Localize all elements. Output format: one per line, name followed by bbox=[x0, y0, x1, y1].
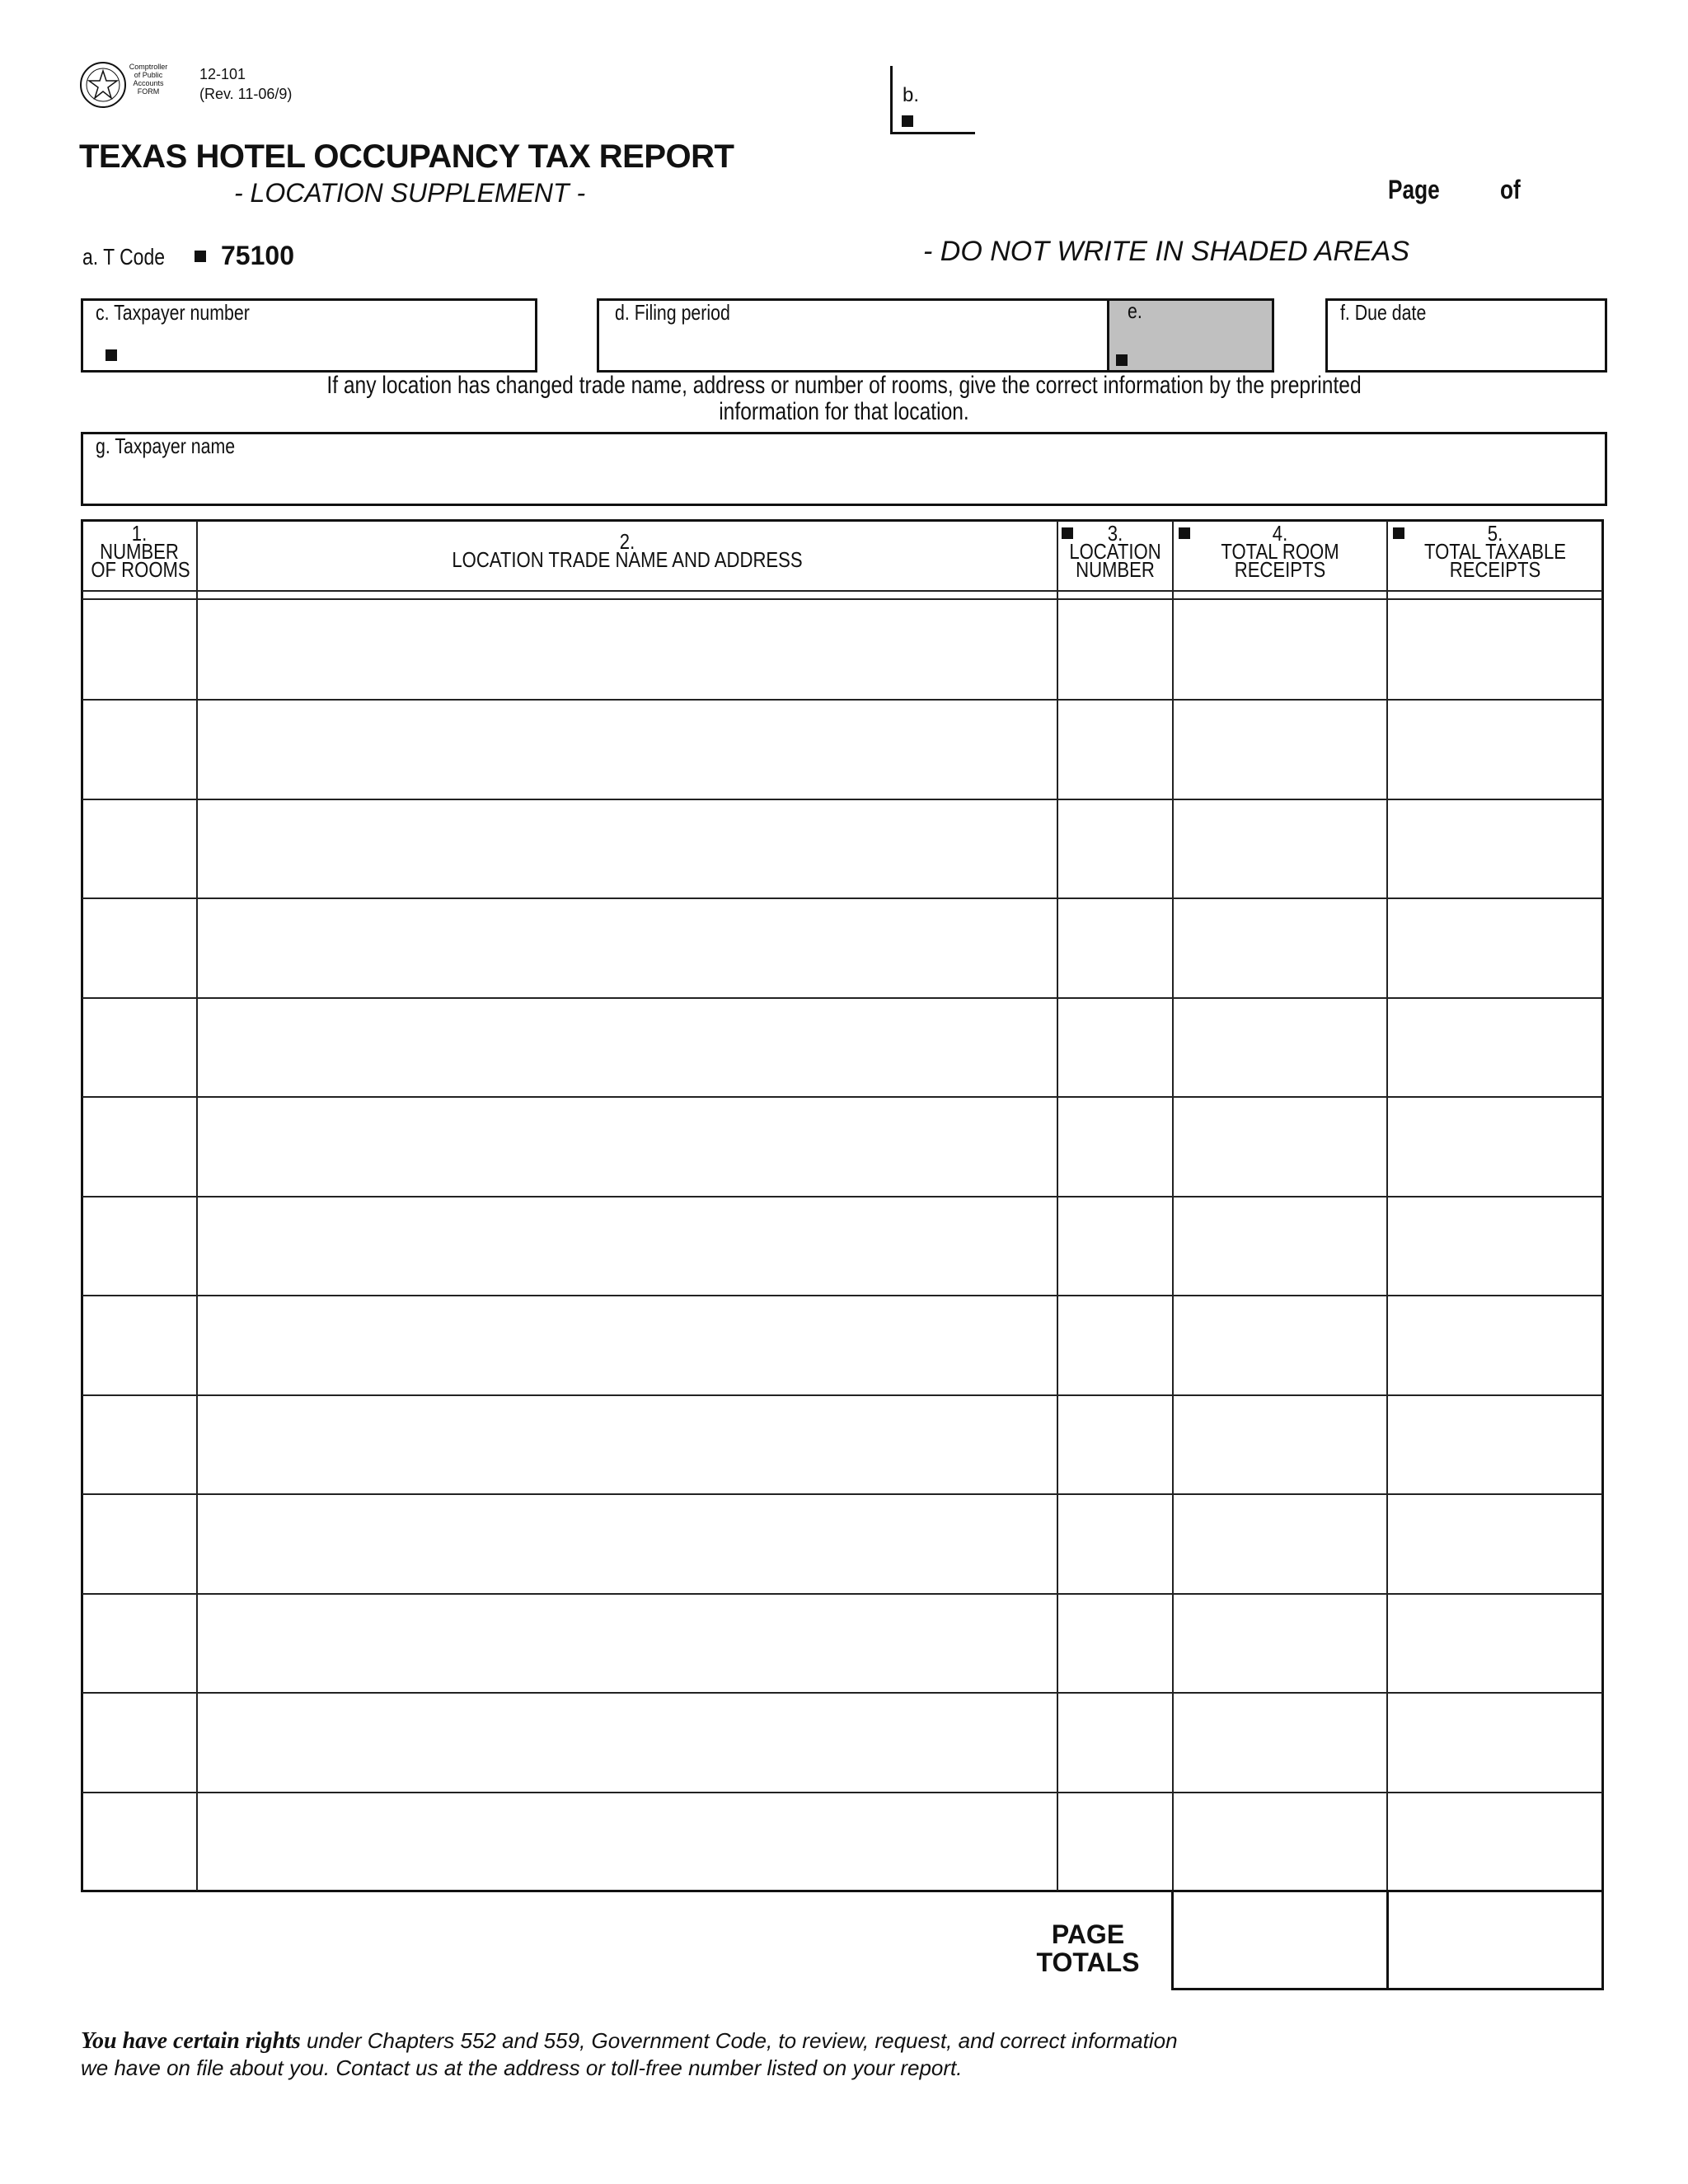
location-name-cell[interactable] bbox=[198, 1595, 1057, 1690]
taxable-receipts-cell[interactable] bbox=[1388, 1098, 1602, 1193]
taxable-receipts-cell[interactable] bbox=[1388, 701, 1602, 796]
taxpayer-number-label: c. Taxpayer number bbox=[96, 300, 250, 325]
room-receipts-cell[interactable] bbox=[1174, 899, 1386, 995]
taxable-receipts-cell[interactable] bbox=[1388, 602, 1602, 697]
rooms-cell[interactable] bbox=[82, 1793, 196, 1889]
instruction-text: If any location has changed trade name, address or number of rooms, give the correct information by the preprinted information for that location. bbox=[326, 372, 1362, 425]
room-receipts-cell[interactable] bbox=[1174, 1694, 1386, 1789]
page-total-taxable-receipts[interactable] bbox=[1386, 1890, 1604, 1990]
page-label: Page bbox=[1388, 175, 1440, 204]
rooms-cell[interactable] bbox=[82, 602, 196, 697]
location-number-cell[interactable] bbox=[1058, 1396, 1172, 1492]
location-number-cell[interactable] bbox=[1058, 999, 1172, 1094]
location-name-cell[interactable] bbox=[198, 899, 1057, 995]
header-divider-double bbox=[82, 598, 1602, 600]
location-name-cell[interactable] bbox=[198, 1694, 1057, 1789]
location-name-cell[interactable] bbox=[198, 1396, 1057, 1492]
location-name-cell[interactable] bbox=[198, 1296, 1057, 1392]
location-number-cell[interactable] bbox=[1058, 1098, 1172, 1193]
taxable-receipts-cell[interactable] bbox=[1388, 800, 1602, 896]
page-total-room-receipts[interactable] bbox=[1171, 1890, 1389, 1990]
location-number-cell[interactable] bbox=[1058, 800, 1172, 896]
field-b-label: b. bbox=[903, 84, 920, 106]
taxable-receipts-cell[interactable] bbox=[1388, 999, 1602, 1094]
taxable-receipts-cell[interactable] bbox=[1388, 1396, 1602, 1492]
taxpayer-name-label: g. Taxpayer name bbox=[96, 434, 236, 458]
location-number-cell[interactable] bbox=[1058, 1793, 1172, 1889]
location-number-cell[interactable] bbox=[1058, 1595, 1172, 1690]
room-receipts-cell[interactable] bbox=[1174, 1793, 1386, 1889]
location-name-cell[interactable] bbox=[198, 800, 1057, 896]
rooms-cell[interactable] bbox=[82, 1098, 196, 1193]
room-receipts-cell[interactable] bbox=[1174, 1098, 1386, 1193]
comptroller-seal bbox=[79, 61, 127, 109]
location-name-cell[interactable] bbox=[198, 602, 1057, 697]
location-number-cell[interactable] bbox=[1058, 1495, 1172, 1591]
page-totals-label: PAGE TOTALS bbox=[1036, 1919, 1140, 1977]
t-code-value: 75100 bbox=[221, 241, 294, 270]
rooms-cell[interactable] bbox=[82, 1197, 196, 1293]
location-number-cell[interactable] bbox=[1058, 1694, 1172, 1789]
taxpayer-number-marker bbox=[106, 349, 117, 361]
form-revision: (Rev. 11-06/9) bbox=[199, 86, 293, 102]
t-code-label: a. T Code bbox=[82, 244, 166, 269]
t-code-marker bbox=[195, 251, 206, 262]
seal-caption: Comptroller of Public Accounts FORM bbox=[129, 63, 168, 96]
room-receipts-cell[interactable] bbox=[1174, 1396, 1386, 1492]
col-header-total-room-receipts: 4. TOTAL ROOM RECEIPTS bbox=[1221, 521, 1339, 582]
taxable-receipts-cell[interactable] bbox=[1388, 1694, 1602, 1789]
header-divider bbox=[82, 590, 1602, 592]
taxable-receipts-cell[interactable] bbox=[1388, 1793, 1602, 1889]
room-receipts-cell[interactable] bbox=[1174, 1296, 1386, 1392]
taxable-receipts-cell[interactable] bbox=[1388, 899, 1602, 995]
col-header-location-name: 2. LOCATION TRADE NAME AND ADDRESS bbox=[452, 529, 803, 572]
rooms-cell[interactable] bbox=[82, 1595, 196, 1690]
taxable-receipts-cell[interactable] bbox=[1388, 1495, 1602, 1591]
location-number-cell[interactable] bbox=[1058, 899, 1172, 995]
rooms-cell[interactable] bbox=[82, 1396, 196, 1492]
due-date-label: f. Due date bbox=[1340, 300, 1427, 325]
location-number-cell[interactable] bbox=[1058, 701, 1172, 796]
of-label: of bbox=[1500, 175, 1521, 204]
privacy-notice: You have certain rights under Chapters 552 and 559, Government Code, to review, request, and correct information we have on file about you. Contact us at the address or toll-free number listed on your report. bbox=[81, 2028, 1178, 2080]
location-name-cell[interactable] bbox=[198, 1793, 1057, 1889]
room-receipts-cell[interactable] bbox=[1174, 1495, 1386, 1591]
location-number-cell[interactable] bbox=[1058, 602, 1172, 697]
rooms-cell[interactable] bbox=[82, 1495, 196, 1591]
room-receipts-cell[interactable] bbox=[1174, 1595, 1386, 1690]
room-receipts-cell[interactable] bbox=[1174, 999, 1386, 1094]
col-header-total-taxable-receipts: 5. TOTAL TAXABLE RECEIPTS bbox=[1424, 521, 1566, 582]
room-receipts-cell[interactable] bbox=[1174, 602, 1386, 697]
location-name-cell[interactable] bbox=[198, 701, 1057, 796]
taxable-receipts-cell[interactable] bbox=[1388, 1595, 1602, 1690]
location-number-cell[interactable] bbox=[1058, 1197, 1172, 1293]
rooms-cell[interactable] bbox=[82, 1296, 196, 1392]
form-title: TEXAS HOTEL OCCUPANCY TAX REPORT bbox=[79, 138, 734, 175]
room-receipts-cell[interactable] bbox=[1174, 800, 1386, 896]
col-header-location-number: 3. LOCATION NUMBER bbox=[1069, 521, 1161, 582]
field-e-label: e. bbox=[1128, 298, 1142, 323]
location-name-cell[interactable] bbox=[198, 1495, 1057, 1591]
rooms-cell[interactable] bbox=[82, 1694, 196, 1789]
room-receipts-cell[interactable] bbox=[1174, 1197, 1386, 1293]
rooms-cell[interactable] bbox=[82, 899, 196, 995]
field-e-marker bbox=[1116, 354, 1128, 366]
texas-star-seal-icon bbox=[79, 61, 127, 109]
shaded-area-notice: - DO NOT WRITE IN SHADED AREAS bbox=[923, 236, 1410, 267]
filing-period-label: d. Filing period bbox=[615, 300, 730, 325]
rooms-cell[interactable] bbox=[82, 999, 196, 1094]
privacy-notice-bold: You have certain rights bbox=[81, 2028, 301, 2054]
taxpayer-name-field[interactable] bbox=[81, 432, 1607, 506]
taxable-receipts-cell[interactable] bbox=[1388, 1296, 1602, 1392]
location-name-cell[interactable] bbox=[198, 1098, 1057, 1193]
form-number: 12-101 bbox=[199, 66, 246, 82]
rooms-cell[interactable] bbox=[82, 800, 196, 896]
form-subtitle: - LOCATION SUPPLEMENT - bbox=[234, 178, 586, 208]
field-b-marker bbox=[902, 115, 913, 127]
room-receipts-cell[interactable] bbox=[1174, 701, 1386, 796]
location-name-cell[interactable] bbox=[198, 999, 1057, 1094]
rooms-cell[interactable] bbox=[82, 701, 196, 796]
col-header-rooms: 1. NUMBER OF ROOMS bbox=[91, 521, 190, 582]
location-number-cell[interactable] bbox=[1058, 1296, 1172, 1392]
taxable-receipts-cell[interactable] bbox=[1388, 1197, 1602, 1293]
location-name-cell[interactable] bbox=[198, 1197, 1057, 1293]
